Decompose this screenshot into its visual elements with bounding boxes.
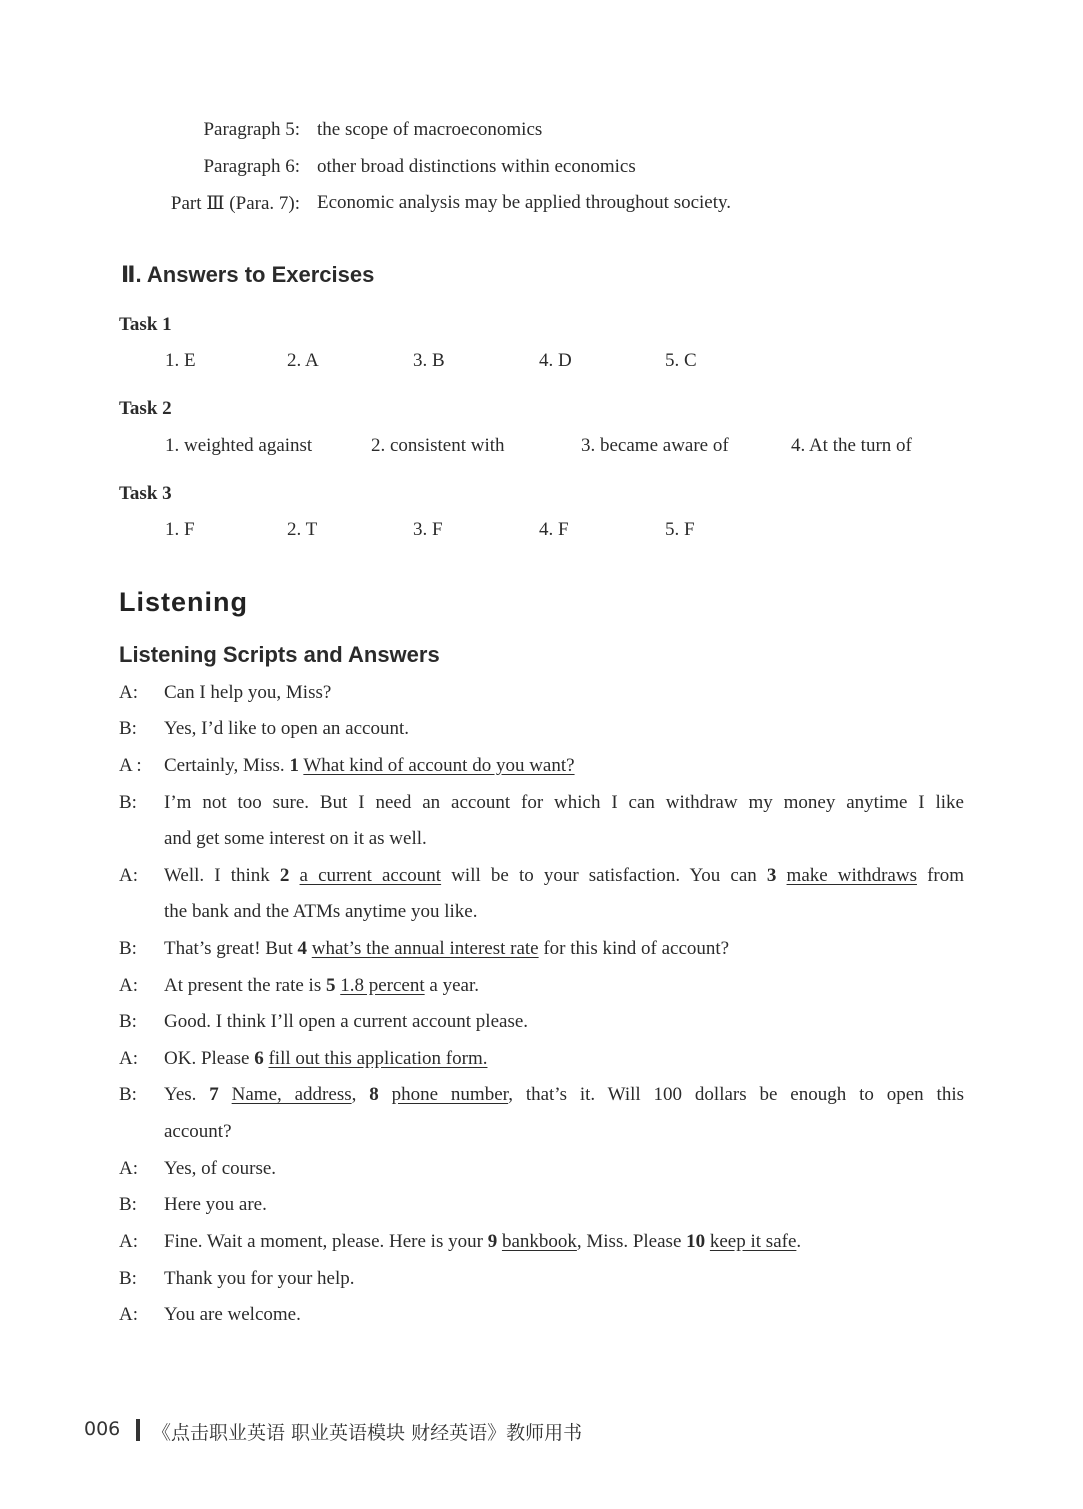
dialogue-line: Yes, I’d like to open an account. (164, 718, 410, 739)
answer-underline: fill out this application form. (268, 1048, 488, 1069)
dialogue-line: Here you are. (164, 1194, 267, 1215)
dialogue-line: Good. I think I’ll open a current account please. (164, 1011, 529, 1032)
speaker-label: B: (119, 1268, 137, 1289)
listening-subheading: Listening Scripts and Answers (119, 642, 440, 667)
task-1-title: Task 1 (119, 314, 172, 335)
section-heading: Ⅱ. Answers to Exercises (121, 262, 375, 287)
blank-number: 1 (289, 755, 299, 776)
task-3-answer-2: 2. T (287, 519, 318, 540)
speaker-label: A: (119, 1304, 138, 1325)
task-1-answer-5: 5. C (665, 350, 697, 371)
speaker-label: A: (119, 682, 138, 703)
speaker-label: A : (119, 755, 142, 776)
outline-text-3: Economic analysis may be applied throughout society. (317, 192, 732, 213)
outline-label-1: Paragraph 5: (203, 119, 300, 140)
blank-number: 2 (279, 865, 290, 886)
footer-divider (136, 1419, 140, 1441)
task-1-answer-2: 2. A (287, 350, 319, 371)
dialogue-line: Thank you for your help. (164, 1268, 355, 1289)
speaker-label: B: (119, 1194, 137, 1215)
answer-underline: what’s the annual interest rate (311, 938, 539, 959)
task-2-answer-1: 1. weighted against (165, 435, 313, 456)
dialogue-line: Can I help you, Miss? (164, 682, 332, 703)
blank-number: 7 (209, 1084, 219, 1105)
speaker-label: B: (119, 718, 137, 739)
dialogue-line: Certainly, Miss. 1 What kind of account do you want? (164, 755, 575, 776)
speaker-label: B: (119, 792, 137, 813)
dialogue-line: Yes, of course. (164, 1158, 277, 1179)
outline-text-1: the scope of macroeconomics (317, 119, 543, 140)
blank-number: 5 (325, 975, 336, 996)
blank-number: 10 (686, 1231, 706, 1252)
dialogue-line-continuation: and get some interest on it as well. (164, 828, 427, 849)
dialogue-line: You are welcome. (164, 1304, 301, 1325)
speaker-label: B: (119, 1084, 137, 1105)
blank-number: 3 (766, 865, 777, 886)
dialogue-line: I’m not too sure. But I need an account for which I can withdraw my money anytime I like (164, 792, 964, 813)
blank-number: 9 (487, 1231, 498, 1252)
speaker-label: B: (119, 1011, 137, 1032)
dialogue-line: Yes. 7 Name, address, 8 phone number, that’s it. Will 100 dollars be enough to open this (164, 1084, 965, 1105)
task-1-answer-1: 1. E (165, 350, 196, 371)
speaker-label: A: (119, 975, 138, 996)
answer-underline: a current account (299, 865, 442, 886)
task-3-answer-5: 5. F (665, 519, 695, 540)
outline-label-2: Paragraph 6: (203, 156, 300, 177)
answer-underline: What kind of account do you want? (303, 755, 575, 776)
answer-underline: make withdraws (786, 865, 917, 886)
task-1-answer-3: 3. B (413, 350, 445, 371)
book-title: 《点击职业英语 职业英语模块 财经英语》教师用书 (152, 1422, 583, 1444)
dialogue-line-continuation: account? (164, 1121, 232, 1142)
speaker-label: A: (119, 1158, 138, 1179)
blank-number: 4 (297, 938, 307, 959)
task-3-title: Task 3 (119, 483, 172, 504)
dialogue-line: Well. I think 2 a current account will be to your satisfaction. You can 3 make withdraws from (164, 865, 965, 886)
task-2-answer-4: 4. At the turn of (791, 435, 912, 456)
listening-heading: Listening (119, 587, 248, 617)
task-2-title: Task 2 (119, 398, 172, 419)
task-3-answer-1: 1. F (165, 519, 195, 540)
speaker-label: B: (119, 938, 137, 959)
blank-number: 6 (254, 1048, 264, 1069)
dialogue-line: That’s great! But 4 what’s the annual interest rate for this kind of account? (164, 938, 730, 959)
blank-number: 8 (369, 1084, 379, 1105)
dialogue-line: At present the rate is 5 1.8 percent a year. (164, 975, 479, 996)
dialogue-line-continuation: the bank and the ATMs anytime you like. (164, 901, 478, 922)
task-2-answer-2: 2. consistent with (371, 435, 505, 456)
task-2-answer-3: 3. became aware of (581, 435, 729, 456)
answer-underline: Name, address (231, 1084, 352, 1105)
speaker-label: A: (119, 1231, 138, 1252)
answer-underline: bankbook (501, 1231, 577, 1252)
page-number: 006 (84, 1418, 121, 1440)
task-3-answer-3: 3. F (413, 519, 443, 540)
outline-label-3: Part Ⅲ (Para. 7): (170, 193, 300, 214)
outline-text-2: other broad distinctions within economics (317, 156, 636, 177)
speaker-label: A: (119, 865, 138, 886)
answer-underline: phone number (391, 1084, 509, 1105)
task-3-answer-4: 4. F (539, 519, 569, 540)
dialogue-line: Fine. Wait a moment, please. Here is your 9 bankbook, Miss. Please 10 keep it safe. (164, 1231, 802, 1252)
answer-underline: keep it safe (709, 1231, 797, 1252)
dialogue-line: OK. Please 6 fill out this application form. (164, 1048, 488, 1069)
answer-underline: 1.8 percent (340, 975, 425, 996)
task-1-answer-4: 4. D (539, 350, 572, 371)
speaker-label: A: (119, 1048, 138, 1069)
